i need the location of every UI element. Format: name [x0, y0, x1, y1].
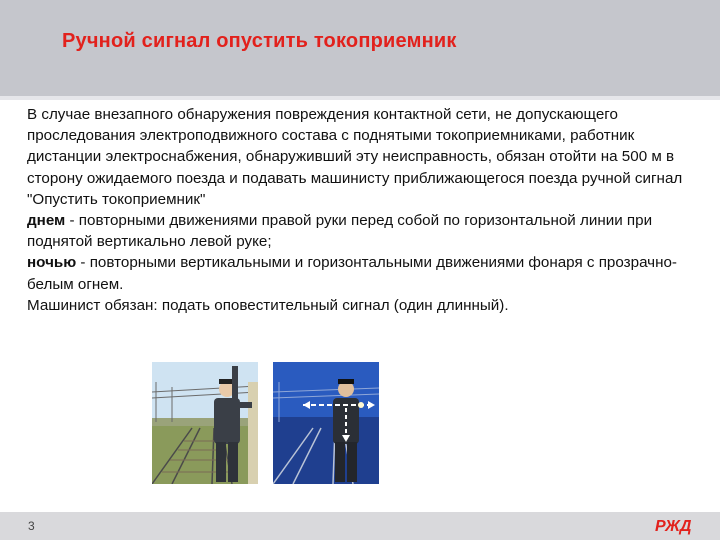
closing-paragraph: Машинист обязан: подать оповестительный сигнал (один длинный).: [27, 296, 509, 314]
night-paragraph: [27, 252, 697, 294]
night-term: ночью: [27, 254, 77, 272]
rzd-logo: [654, 514, 692, 536]
day-description: - повторными движениями правой руки перед собой по горизонтальной линии при поднятой вертикально левой руке;: [27, 212, 653, 251]
night-signal-illustration: [273, 362, 379, 484]
intro-paragraph: В случае внезапного обнаружения повреждения контактной сети, не допускающего проследования электроподвижного состава с поднятыми токоприемниками, работник дистанции электроснабжения, обнаруживший эту неисправность, обязан отойти на 500 м в сторону ожидаемого поезда и подавать машинисту приближающегося поезда ручной сигнал "Опустить токоприемник": [27, 106, 683, 208]
day-term: днем: [27, 212, 66, 230]
rzd-logo-text: РЖД: [655, 518, 692, 535]
footer-band: [0, 512, 720, 540]
night-description: - повторными вертикальными и горизонтальными движениями фонаря с прозрачно-белым огнем.: [27, 254, 677, 293]
page-number: 3: [28, 519, 35, 533]
slide-title: Ручной сигнал опустить токоприемник: [62, 30, 457, 52]
day-signal-illustration: [152, 362, 258, 484]
day-paragraph: [27, 210, 697, 252]
body-text: [27, 104, 697, 316]
